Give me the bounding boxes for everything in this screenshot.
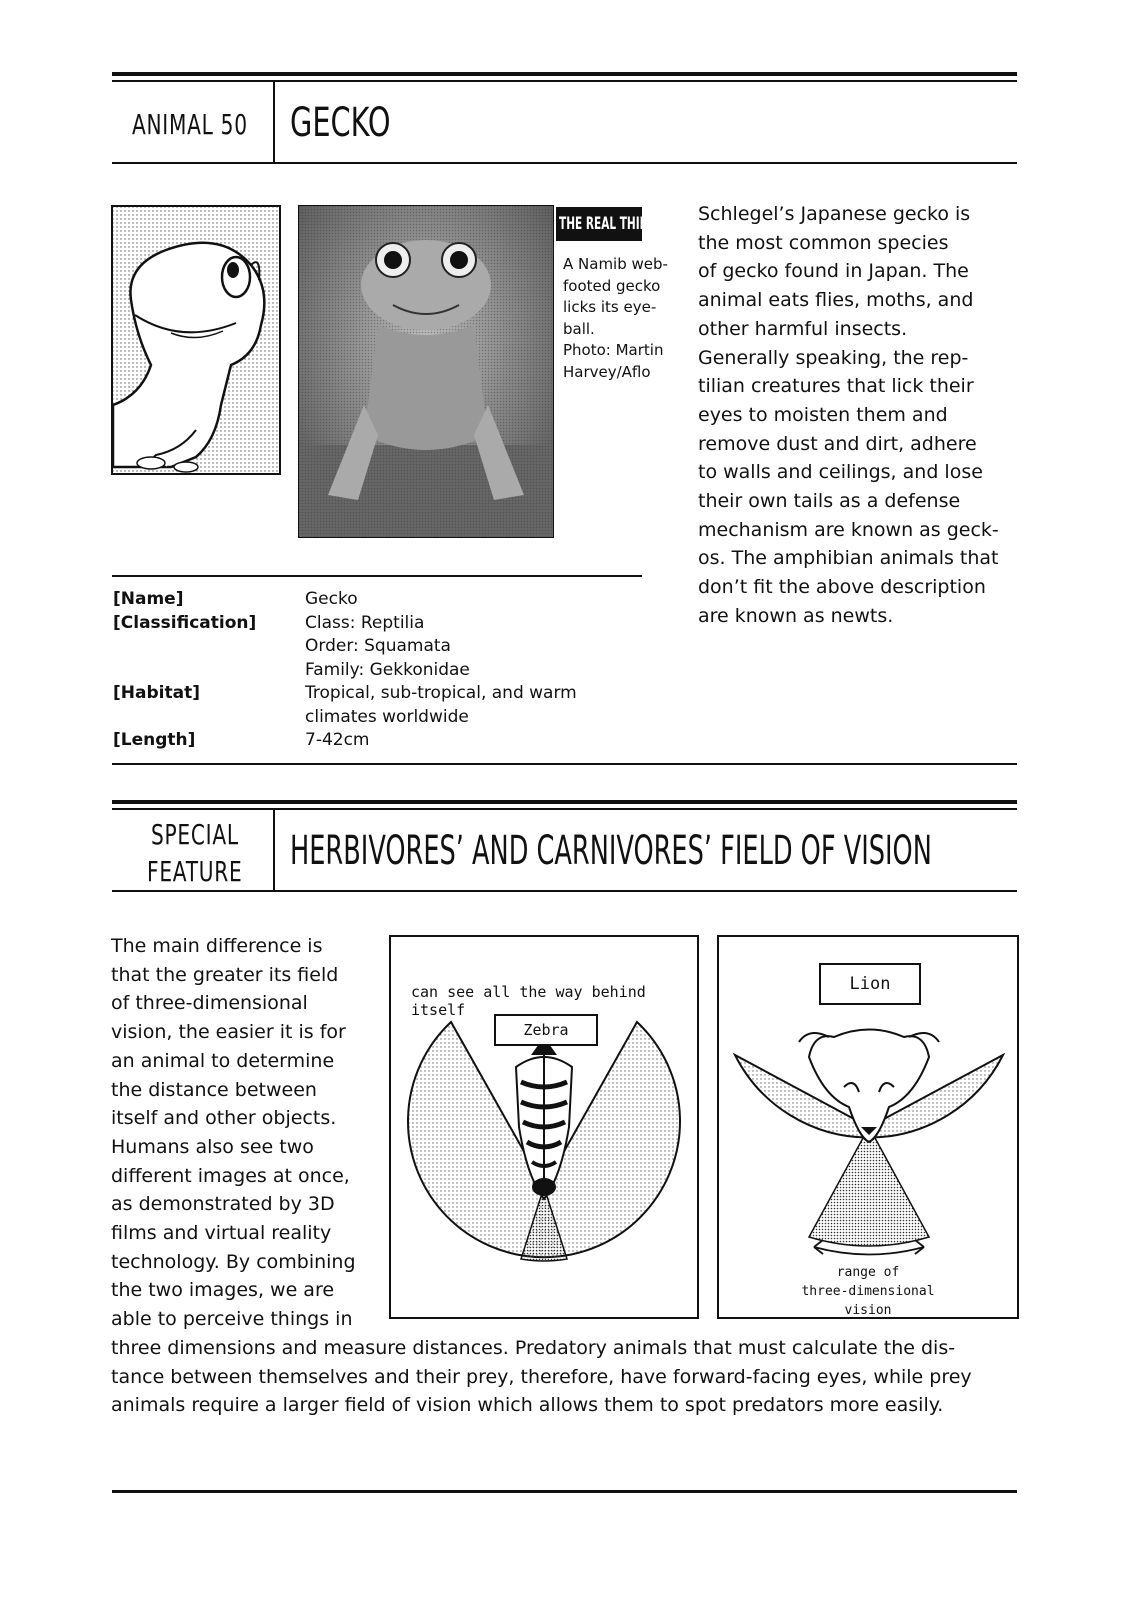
gecko-illustration bbox=[111, 205, 281, 475]
habitat-value: climates worldwide bbox=[305, 706, 469, 727]
description-line: the most common species bbox=[698, 231, 949, 254]
caption-line: footed gecko bbox=[563, 276, 661, 295]
page-title: GECKO bbox=[290, 100, 391, 146]
feature-line: tance between themselves and their prey, therefore, have forward-facing eyes, while prey bbox=[111, 1365, 972, 1388]
range-note-line: range of bbox=[836, 1265, 900, 1280]
info-top-rule bbox=[112, 575, 642, 577]
order-value: Order: Squamata bbox=[305, 636, 451, 656]
feature-line: as demonstrated by 3D bbox=[111, 1193, 335, 1216]
header-divider bbox=[273, 82, 275, 164]
lion-label: Lion bbox=[819, 963, 921, 1005]
description-line: are known as newts. bbox=[698, 604, 894, 627]
info-bottom-rule bbox=[112, 763, 1017, 765]
special-feature-label-1: SPECIAL bbox=[151, 818, 239, 851]
name-value: Gecko bbox=[305, 589, 358, 609]
gecko-photo bbox=[298, 205, 554, 538]
habitat-value: Tropical, sub-tropical, and warm bbox=[305, 683, 577, 703]
feature-top-rule-thin bbox=[112, 808, 1017, 810]
feature-line: vision, the easier it is for bbox=[111, 1021, 346, 1044]
feature-line: itself and other objects. bbox=[111, 1107, 337, 1130]
caption-line: Photo: Martin bbox=[563, 341, 664, 359]
info-values bbox=[305, 588, 577, 753]
feature-line: animals require a larger field of vision which allows them to spot predators more easily. bbox=[111, 1394, 944, 1417]
family-value: Family: Gekkonidae bbox=[305, 659, 470, 680]
feature-line: of three-dimensional bbox=[111, 992, 308, 1015]
lion-range-note bbox=[719, 1263, 1017, 1320]
description-line: mechanism are known as geck- bbox=[698, 518, 999, 541]
feature-full-text bbox=[111, 1334, 1021, 1420]
description-line: tilian creatures that lick their bbox=[698, 375, 974, 398]
feature-title: HERBIVORES’ AND CARNIVORES’ FIELD OF VISION bbox=[290, 828, 932, 874]
length-value: 7-42cm bbox=[305, 730, 370, 750]
description-line: don’t fit the above description bbox=[698, 576, 986, 599]
feature-line: The main difference is bbox=[111, 935, 323, 957]
feature-line: Humans also see two bbox=[111, 1135, 314, 1158]
header-top-rule-thin bbox=[112, 80, 1017, 82]
feature-line: the distance between bbox=[111, 1078, 317, 1101]
real-thing-tag-text: THE REAL THING bbox=[559, 214, 658, 234]
animal-number-label: ANIMAL 50 bbox=[132, 108, 248, 141]
habitat-label: [Habitat] bbox=[113, 683, 200, 703]
caption-line: licks its eye- bbox=[563, 298, 657, 316]
zebra-vision-panel bbox=[389, 935, 699, 1319]
description-line: to walls and ceilings, and lose bbox=[698, 461, 983, 484]
feature-line: three dimensions and measure distances. Predatory animals that must calculate the dis- bbox=[111, 1337, 956, 1359]
photo-caption bbox=[563, 254, 668, 383]
feature-line: different images at once, bbox=[111, 1164, 350, 1187]
caption-line: Harvey/Aflo bbox=[563, 362, 651, 381]
description-line: os. The amphibian animals that bbox=[698, 547, 999, 570]
feature-line: the two images, we are bbox=[111, 1279, 335, 1302]
description-line: of gecko found in Japan. The bbox=[698, 260, 969, 283]
description-line: Generally speaking, the rep- bbox=[698, 346, 969, 369]
length-label: [Length] bbox=[113, 730, 196, 750]
feature-line: technology. By combining bbox=[111, 1250, 356, 1273]
zebra-note: can see all the way behind itself bbox=[411, 983, 646, 1019]
feature-line: films and virtual reality bbox=[111, 1222, 332, 1245]
class-value: Class: Reptilia bbox=[305, 612, 425, 633]
feature-divider bbox=[273, 810, 275, 892]
description-line: Schlegel’s Japanese gecko is bbox=[698, 203, 971, 225]
feature-line: able to perceive things in bbox=[111, 1308, 353, 1331]
lion-vision-panel bbox=[717, 935, 1019, 1319]
feature-line: that the greater its field bbox=[111, 963, 339, 986]
special-feature-label-2: FEATURE bbox=[147, 855, 243, 888]
feature-line: an animal to determine bbox=[111, 1049, 335, 1072]
real-thing-tag bbox=[556, 207, 658, 241]
info-labels bbox=[113, 588, 256, 753]
feature-column-text bbox=[111, 932, 356, 1334]
range-note-line: vision bbox=[844, 1303, 892, 1318]
header-top-rule-thick bbox=[112, 72, 1017, 76]
caption-line: A Namib web- bbox=[563, 255, 668, 273]
feature-bottom-rule bbox=[112, 890, 1017, 892]
page-bottom-rule bbox=[112, 1490, 1017, 1493]
classification-label: [Classification] bbox=[113, 612, 257, 633]
description-line: eyes to moisten them and bbox=[698, 403, 948, 426]
feature-top-rule-thick bbox=[112, 800, 1017, 804]
description-line: animal eats flies, moths, and bbox=[698, 289, 974, 312]
name-label: [Name] bbox=[113, 589, 184, 609]
description-line: other harmful insects. bbox=[698, 317, 908, 340]
description-line: remove dust and dirt, adhere bbox=[698, 432, 977, 455]
description-line: their own tails as a defense bbox=[698, 490, 961, 513]
gecko-description bbox=[698, 200, 1018, 631]
zebra-label: Zebra bbox=[494, 1014, 598, 1046]
caption-line: ball. bbox=[563, 319, 595, 338]
range-note-line: three-dimensional bbox=[801, 1284, 935, 1299]
header-bottom-rule bbox=[112, 162, 1017, 164]
